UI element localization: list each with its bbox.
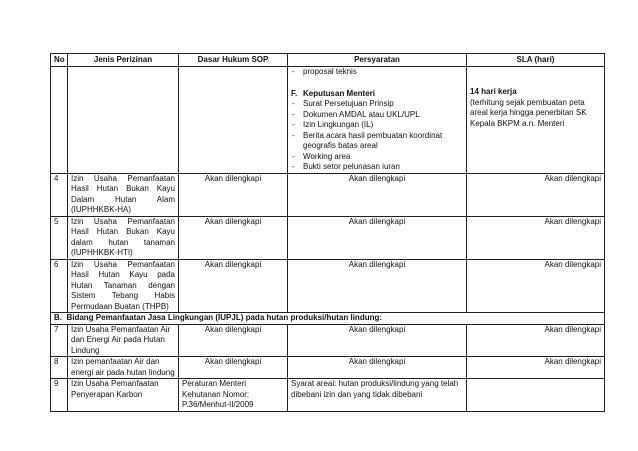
cell-name-empty	[68, 67, 179, 174]
cell-no: 4	[51, 173, 68, 216]
cell-jenis-perizinan: Izin Usaha Pemanfaatan Air dan Energi Air pada Hutan Lindung	[68, 324, 179, 357]
sla-duration: 14 hari kerja	[470, 87, 517, 96]
requirement-item: - Berita acara hasil pembuatan koordinat geografis batas areal	[291, 131, 463, 152]
cell-persyaratan: Akan dilengkapi	[288, 324, 467, 357]
cell-sla: Akan dilengkapi	[467, 259, 605, 313]
requirement-item: - Bukti setor pelunasan iuran	[291, 162, 463, 173]
section-row	[51, 313, 605, 325]
table-row	[51, 216, 605, 259]
cell-dasar-empty	[179, 67, 288, 174]
cell-jenis-perizinan: Izin Usaha Pemanfaatan Hasil Hutan Kayu pada Hutan Tanaman dengan Sistem Tebang Habis Permudaan Buatan (THPB)	[68, 259, 179, 313]
cell-jenis-perizinan: Izin Usaha Pemanfaatan Hasil Hutan Bukan Kayu dalam hutan tanaman (IUPHHKBK-HTI)	[68, 216, 179, 259]
requirement-list	[291, 99, 463, 173]
cell-sla: Akan dilengkapi	[467, 324, 605, 357]
cell-no: 9	[51, 379, 68, 412]
table-row-continued	[51, 67, 605, 174]
cell-persyaratan: Akan dilengkapi	[288, 259, 467, 313]
header-no: No	[51, 54, 68, 67]
header-jenis-perizinan: Jenis Perizinan	[68, 54, 179, 67]
cell-sla-empty	[467, 379, 605, 412]
section-title: Bidang Pemanfaatan Jasa Lingkungan (IUPJL) pada hutan produksi/hutan lindung:	[66, 313, 383, 322]
requirement-item: - Izin Lingkungan (IL)	[291, 120, 463, 131]
cell-no: 6	[51, 259, 68, 313]
cell-no-empty	[51, 67, 68, 174]
header-sla: SLA (hari)	[467, 54, 605, 67]
cell-jenis-perizinan: Izin Usaha Pemanfaatan Penyerapan Karbon	[68, 379, 179, 412]
cell-dasar-hukum: Akan dilengkapi	[179, 216, 288, 259]
header-persyaratan: Persyaratan	[288, 54, 467, 67]
sla-note: (terhitung sejak pembuatan peta areal kerja hingga penerbitan SK Kepala BKPM a.n. Menteri	[470, 97, 587, 128]
table-header-row	[51, 54, 605, 67]
cell-sla: Akan dilengkapi	[467, 357, 605, 379]
cell-sla: Akan dilengkapi	[467, 173, 605, 216]
requirement-list-top	[291, 67, 463, 78]
cell-persyaratan: Akan dilengkapi	[288, 173, 467, 216]
cell-dasar-hukum: Akan dilengkapi	[179, 324, 288, 357]
table-row	[51, 379, 605, 412]
cell-dasar-hukum: Peraturan Menteri Kehutanan Nomor: P.36/Menhut-II/2009	[179, 379, 288, 412]
subheading-title: Keputusan Menteri	[303, 88, 376, 98]
table-row	[51, 259, 605, 313]
table-row	[51, 173, 605, 216]
cell-no: 8	[51, 357, 68, 379]
cell-jenis-perizinan: Izin pemanfaatan Air dan energi air pada hutan lindung	[68, 357, 179, 379]
cell-dasar-hukum: Akan dilengkapi	[179, 259, 288, 313]
requirement-item: - proposal teknis	[291, 67, 463, 78]
cell-no: 5	[51, 216, 68, 259]
cell-persyaratan: Akan dilengkapi	[288, 216, 467, 259]
cell-dasar-hukum: Akan dilengkapi	[179, 357, 288, 379]
section-letter: B.	[54, 313, 62, 322]
subheading-letter: F.	[291, 88, 298, 98]
table-row	[51, 324, 605, 357]
cell-sla-continued	[467, 67, 605, 174]
requirement-subheading	[291, 89, 463, 100]
header-dasar-hukum: Dasar Hukum SOP	[179, 54, 288, 67]
cell-dasar-hukum: Akan dilengkapi	[179, 173, 288, 216]
table-row	[51, 357, 605, 379]
sla-block	[470, 87, 601, 129]
cell-no: 7	[51, 324, 68, 357]
section-heading	[51, 313, 605, 325]
permit-table	[50, 53, 605, 412]
requirement-item: - Dokumen AMDAL atau UKL/UPL	[291, 110, 463, 121]
cell-persyaratan: Akan dilengkapi	[288, 357, 467, 379]
requirement-item: - Working area	[291, 152, 463, 163]
cell-persyaratan-continued	[288, 67, 467, 174]
cell-persyaratan: Syarat areal: hutan produksi/lindung yang telah dibebani izin dan yang tidak dibebani	[288, 379, 467, 412]
cell-sla: Akan dilengkapi	[467, 216, 605, 259]
cell-jenis-perizinan: Izin Usaha Pemanfaatan Hasil Hutan Bukan Kayu Dalam Hutan Alam (IUPHHKBK-HA)	[68, 173, 179, 216]
requirement-item: - Surat Persetujuan Prinsip	[291, 99, 463, 110]
